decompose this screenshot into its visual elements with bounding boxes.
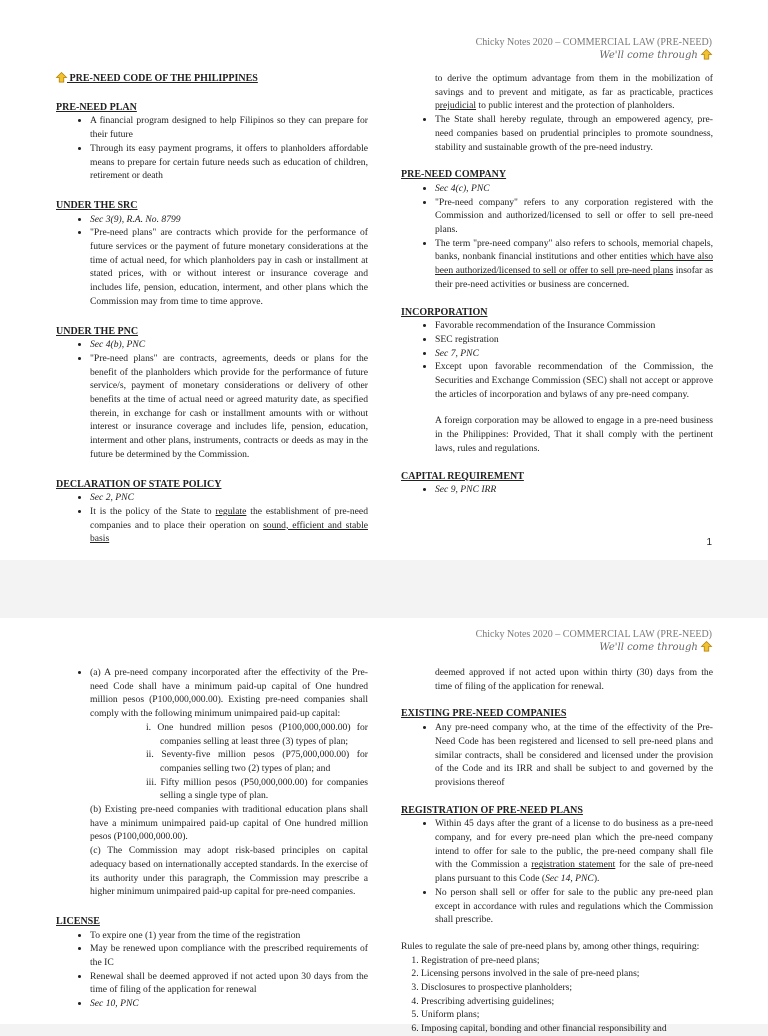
bullet-list xyxy=(56,213,368,309)
citation: • Sec 7, PNC xyxy=(435,347,713,361)
bullet-list xyxy=(56,338,368,461)
list-item: • The term "pre-need company" also refers to schools, memorial chapels, banks, nonbank financial institutions and other entities which have also been authorized/licensed to sell or offer to sell pre-need plans insofar as their pre-need activities or business are concerned. xyxy=(435,237,713,292)
continued-text: to derive the optimum advantage from them in the mobilization of savings and to prevent and mitigate, as far as practicable, practices prejudicial to public interest and the protection of planholders. xyxy=(435,73,713,112)
section-heading: PRE-NEED PLAN xyxy=(56,101,137,113)
bullet-list xyxy=(401,182,713,292)
numbered-list xyxy=(401,954,713,1036)
paragraph: A foreign corporation may be allowed to engage in a pre-need business in the Philippines: Provided, That it shall comply with the pertinent laws, rules and regulations. xyxy=(435,415,713,454)
bullet-list xyxy=(56,929,368,1011)
doc-title: PRE-NEED CODE OF THE PHILIPPINES xyxy=(56,72,368,86)
page-header xyxy=(476,36,712,62)
header-tagline: We'll come through xyxy=(476,641,712,654)
right-column xyxy=(401,666,713,1036)
section-heading: UNDER THE PNC xyxy=(56,325,139,337)
citation: • Sec 9, PNC IRR xyxy=(435,483,713,497)
section-heading: LICENSE xyxy=(56,915,100,927)
page-header xyxy=(476,628,712,654)
list-item: • The State shall hereby regulate, through an empowered agency, pre-need companies based on prudential principles to promote soundness, stability and sustainable growth of the pre-need industry. xyxy=(435,113,713,154)
list-item: • May be renewed upon compliance with the prescribed requirements of the IC xyxy=(90,942,368,969)
list-item: 4. Prescribing advertising guidelines; xyxy=(421,995,713,1009)
citation: • Sec 4(c), PNC xyxy=(435,182,713,196)
list-item: • It is the policy of the State to regulate the establishment of pre-need companies and to place their operation on sound, efficient and stable basis xyxy=(90,505,368,546)
bullet-list xyxy=(401,483,713,497)
list-item: 2. Licensing persons involved in the sale of pre-need plans; xyxy=(421,967,713,981)
list-item: • "Pre-need plans" are contracts which provide for the performance of future services or the payment of future monetary considerations at the time of actual need, for which planholders pay in cash or installment at stated prices, with or without interest or insurance coverage and includes life, pension, education, interment, and other plans which the Commission may from time to time approve. xyxy=(90,226,368,308)
logo-icon xyxy=(701,641,712,652)
left-column xyxy=(56,72,368,546)
section-heading: CAPITAL REQUIREMENT xyxy=(401,470,524,482)
list-item: • Renewal shall be deemed approved if not acted upon 30 days from the time of filing of the application for renewal xyxy=(90,970,368,997)
header-tagline: We'll come through xyxy=(476,49,712,62)
citation: • Sec 3(9), R.A. No. 8799 xyxy=(90,213,368,227)
list-item: • Through its easy payment programs, it offers to planholders affordable means to prepare for certain future needs such as education of children, retirement or death xyxy=(90,142,368,183)
continued-text: deemed approved if not acted upon within thirty (30) days from the time of filing of the application for renewal. xyxy=(435,667,713,692)
list-item: 5. Uniform plans; xyxy=(421,1008,713,1022)
section-heading: DECLARATION OF STATE POLICY xyxy=(56,478,222,490)
list-item: • A financial program designed to help Filipinos so they can prepare for their future xyxy=(90,114,368,141)
section-heading: REGISTRATION OF PRE-NEED PLANS xyxy=(401,804,583,816)
bullet-list xyxy=(401,319,713,401)
list-item: • "Pre-need company" refers to any corporation registered with the Commission and authorized/licensed to sell or offer to sell pre-need plans. xyxy=(435,196,713,237)
list-item: • Within 45 days after the grant of a license to do business as a pre-need company, and for every pre-need plan which the pre-need company intend to offer for sale to the public, the pre-need company shall file with the Commission a registration statement for the sale of pre-need plans pursuant to this Code (Sec 14, PNC). xyxy=(435,817,713,886)
bullet-list xyxy=(401,113,713,154)
list-item: 6. Imposing capital, bonding and other financial responsibility and xyxy=(421,1022,713,1036)
list-item: • To expire one (1) year from the time of the registration xyxy=(90,929,368,943)
list-item: • (a) A pre-need company incorporated after the effectivity of the Pre-need Code shall have a minimum paid-up capital of One hundred million pesos (P100,000,000.00). Existing pre-need companies shall comply with the following minimum unimpaired paid-up capital: i. One hundred million pesos (P100,000,000.00) for companies selling at least three (3) types of plan; ii. Seventy-five million pesos (P75,000,000.00) for companies selling two (2) types of plan; and iii. Fifty million pesos (P50,000,000.00) for companies selling a single type of plan. (b) Existing pre-need companies with traditional education plans shall have a minimum unimpaired paid-up capital of One hundred million pesos (P100,000,000.00). (c) The Commission may adopt risk-based principles on capital adequacy based on internationally accepted standards. In the exercise of its authority under this paragraph, the Commission may prescribe a higher minimum unimpaired paid-up capital for pre-need companies. xyxy=(90,666,368,899)
header-title: Chicky Notes 2020 – COMMERCIAL LAW (PRE-NEED) xyxy=(475,629,712,640)
list-item: • Except upon favorable recommendation of the Commission, the Securities and Exchange Commission (SEC) shall not accept or approve the articles of incorporation and bylaws of any pre-need company. xyxy=(435,360,713,401)
list-item: 1. Registration of pre-need plans; xyxy=(421,954,713,968)
paragraph: Rules to regulate the sale of pre-need plans by, among other things, requiring: xyxy=(401,940,700,952)
bullet-list xyxy=(401,817,713,927)
citation: • Sec 2, PNC xyxy=(90,491,368,505)
citation: • Sec 10, PNC xyxy=(90,997,368,1011)
section-heading: INCORPORATION xyxy=(401,306,488,318)
section-heading: PRE-NEED COMPANY xyxy=(401,169,507,181)
right-column xyxy=(401,72,713,497)
bullet-list xyxy=(56,666,368,899)
list-item: • Favorable recommendation of the Insurance Commission xyxy=(435,319,713,333)
section-heading: UNDER THE SRC xyxy=(56,199,138,211)
list-item: • "Pre-need plans" are contracts, agreements, deeds or plans for the benefit of the planholders which provide for the performance of future service/s, payment of monetary considerations or delivery of other benefits at the time of actual need or agreed maturity date, as specified therein, in exchange for cash or installment amounts with or without interest or insurance coverage and includes life, pension, education, interment and other plans, instruments, contracts or deeds as may in the future be determined by the Commission. xyxy=(90,352,368,462)
left-column xyxy=(56,666,368,1011)
list-item: 3. Disclosures to prospective planholders; xyxy=(421,981,713,995)
bullet-list xyxy=(56,491,368,546)
bullet-list xyxy=(56,114,368,183)
logo-icon xyxy=(701,49,712,60)
header-title: Chicky Notes 2020 – COMMERCIAL LAW (PRE-NEED) xyxy=(475,37,712,48)
list-item: • SEC registration xyxy=(435,333,713,347)
page-2 xyxy=(0,618,768,1035)
page-number: 1 xyxy=(706,537,712,548)
citation: • Sec 4(b), PNC xyxy=(90,338,368,352)
logo-icon xyxy=(56,72,67,83)
section-heading: EXISTING PRE-NEED COMPANIES xyxy=(401,708,567,720)
list-item: • Any pre-need company who, at the time of the effectivity of the Pre-Need Code has been registered and licensed to sell pre-need plans and similar contracts, shall be considered and licensed under the provision of the Code and its IRR and shall be subject to and governed by the provisions thereof xyxy=(435,721,713,790)
bullet-list xyxy=(401,721,713,790)
list-item: • No person shall sell or offer for sale to the public any pre-need plan except in accordance with rules and regulations which the Commission shall prescribe. xyxy=(435,886,713,927)
